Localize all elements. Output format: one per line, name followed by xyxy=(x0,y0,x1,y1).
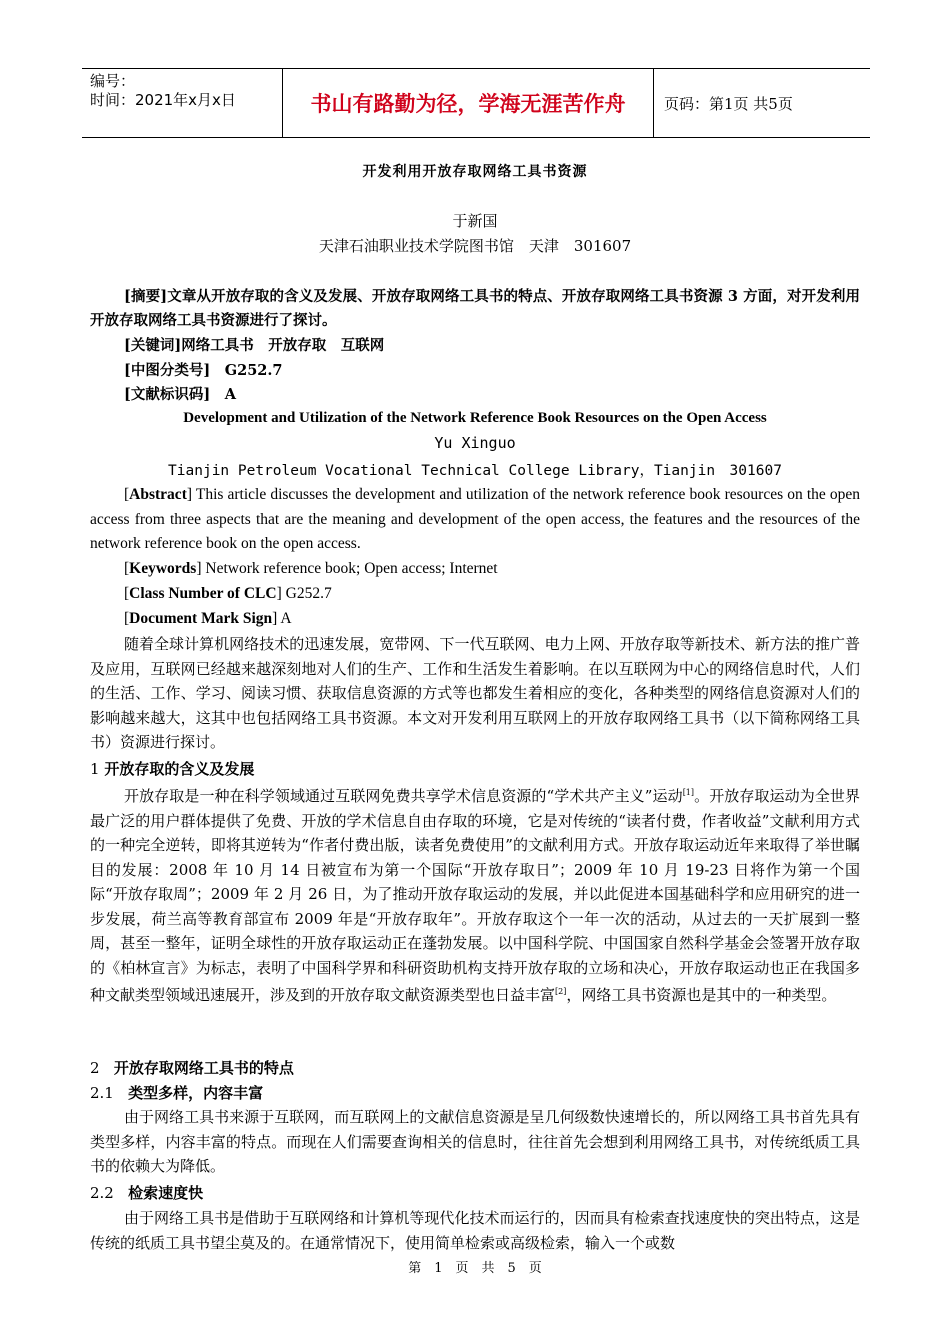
clc-en-text: G252.7 xyxy=(281,585,332,602)
abstract-en-close: ] xyxy=(186,486,193,503)
doc-mark-en-label: Document Mark Sign xyxy=(129,610,273,627)
intro-paragraph: 随着全球计算机网络技术的迅速发展，宽带网、下一代互联网、电力上网、开放存取等新技术、新方法的推广普及应用，互联网已经越来越深刻地对人们的生产、工作和生活发生着影响。在以互联网为中心的网络信息时代，人们的生活、工作、学习、阅读习惯、获取信息资源的方式等也都发生着相应的变化，各种类型的网络信息资源对人们的影响越来越大，这其中也包括网络工具书资源。本文对开发利用互联网上的开放存取网络工具书（以下简称网络工具书）资源进行探讨。 xyxy=(90,635,860,751)
section-2-1-heading xyxy=(90,1082,263,1103)
reference-1: [1] xyxy=(682,788,695,797)
section-2-1-title: 类型多样，内容丰富 xyxy=(128,1084,264,1102)
abstract-cn-label: [摘要] xyxy=(124,288,168,305)
section-1-text-a: 开放存取是一种在科学领域通过互联网免费共享学术信息资源的“学术共产主义”运动 xyxy=(124,787,683,805)
header-table xyxy=(82,68,870,138)
abstract-en-label: Abstract xyxy=(129,486,187,503)
doc-mark-cn-label: [文献标识码] xyxy=(124,386,211,403)
section-1-text-c: ，网络工具书资源也是其中的一种类型。 xyxy=(566,986,837,1004)
doc-mark-en: [Document Mark Sign] A xyxy=(124,610,292,627)
keywords-cn xyxy=(90,334,860,359)
keywords-cn-label: [关键词] xyxy=(124,337,182,354)
author-name: 于新国 xyxy=(452,212,498,230)
keywords-en-label: Keywords xyxy=(129,560,197,577)
header-page-info: 页码：第1页 共5页 xyxy=(664,94,793,113)
doc-mark-en-text: A xyxy=(277,610,292,627)
abstract-en-open: [ xyxy=(124,486,130,503)
header-left-cell xyxy=(82,69,283,137)
section-1-heading xyxy=(90,758,254,779)
section-2-number: 2 xyxy=(90,1059,100,1077)
section-2-heading xyxy=(90,1057,294,1078)
clc-en: [Class Number of CLC] G252.7 xyxy=(124,585,332,602)
section-2-1-paragraph: 由于网络工具书来源于互联网，而互联网上的文献信息资源是呈几何级数快速增长的，所以网络工具书首先具有类型多样，内容丰富的特点。而现在人们需要查询相关的信息时，往往首先会想到利用网络工具书，对传统纸质工具书的依赖大为降低。 xyxy=(90,1108,860,1175)
section-2-2-title: 检索速度快 xyxy=(128,1184,204,1202)
document-time-label: 时间：2021年x月x日 xyxy=(90,91,236,109)
keywords-en-text: Network reference book; Open access; Internet xyxy=(201,560,498,577)
section-1-paragraph xyxy=(90,781,860,1008)
abstract-en-text: This article discusses the development and utilization of the network reference book resources on the open access from three aspects that are the meaning and development of the open access, the features and the resources of the network reference book on the open access. xyxy=(90,486,860,552)
abstract-cn-text: 文章从开放存取的含义及发展、开放存取网络工具书的特点、开放存取网络工具书资源 3 方面，对开发利用开放存取网络工具书资源进行了探讨。 xyxy=(90,288,860,329)
author-affiliation: 天津石油职业技术学院图书馆 天津 301607 xyxy=(318,237,632,255)
section-1-title: 开放存取的含义及发展 xyxy=(104,760,255,778)
section-2-2-heading xyxy=(90,1182,203,1203)
article-title-en: Development and Utilization of the Network Reference Book Resources on the Open Access xyxy=(183,410,767,426)
clc-cn xyxy=(90,359,860,384)
section-2-title: 开放存取网络工具书的特点 xyxy=(113,1059,294,1077)
section-1-number: 1 xyxy=(90,760,100,778)
section-2-2-number: 2.2 xyxy=(90,1184,114,1202)
author-name-en: Yu Xinguo xyxy=(434,434,516,452)
doc-mark-cn xyxy=(90,383,860,408)
section-2-2-paragraph: 由于网络工具书是借助于互联网络和计算机等现代化技术而运行的，因而具有检索查找速度快的突出特点，这是传统的纸质工具书望尘莫及的。在通常情况下，使用简单检索或高级检索，输入一个或数 xyxy=(90,1209,860,1252)
reference-2: [2] xyxy=(555,987,567,996)
section-2-1-number: 2.1 xyxy=(90,1084,114,1102)
clc-cn-text: G252.7 xyxy=(224,362,283,379)
author-affiliation-en: Tianjin Petroleum Vocational Technical College Library，Tianjin 301607 xyxy=(168,463,782,479)
clc-cn-label: [中图分类号] xyxy=(124,362,211,379)
header-motto: 书山有路勤为径，学海无涯苦作舟 xyxy=(283,69,654,137)
keywords-cn-text: 网络工具书 开放存取 互联网 xyxy=(181,337,385,354)
document-number-label: 编号： xyxy=(90,72,136,90)
page-footer: 第 1 页 共 5 页 xyxy=(408,1261,542,1276)
section-1-text-b: 。开放存取运动为全世界最广泛的用户群体提供了免费、开放的学术信息自由存取的环境，它是对传统的“读者付费，作者收益”文献利用方式的一种完全逆转，即将其逆转为“作者付费出版，读者免费使用”的文献利用方式。开放存取运动近年来取得了举世瞩目的发展：2008 年 10 月 14 日被宣布为第一个国际“开放存取日”；2009 年 10 月 19-23 日将作为第一个国际“开放存取周”；2009 年 2 月 26 日，为了推动开放存取运动的发展，并以此促进本国基础科学和应用研究的进一步发展，荷兰高等教育部宣布 2009 年是“开放存取年”。开放存取这个一年一次的活动，从过去的一天扩展到一整周，甚至一整年，证明全球性的开放存取运动正在蓬勃发展。以中国科学院、中国国家自然科学基金会签署开放存取的《柏林宣言》为标志，表明了中国科学界和科研资助机构支持开放存取的立场和决心，开放存取运动也正在我国多种文献类型领域迅速展开，涉及到的开放存取文献资源类型也日益丰富 xyxy=(90,787,860,1004)
abstract-en xyxy=(90,483,860,557)
keywords-en: [Keywords] Network reference book; Open access; Internet xyxy=(124,560,498,577)
clc-en-label: Class Number of CLC xyxy=(129,585,277,602)
article-title: 开发利用开放存取网络工具书资源 xyxy=(362,164,588,180)
abstract-cn xyxy=(90,285,860,333)
doc-mark-cn-text: A xyxy=(224,386,236,403)
